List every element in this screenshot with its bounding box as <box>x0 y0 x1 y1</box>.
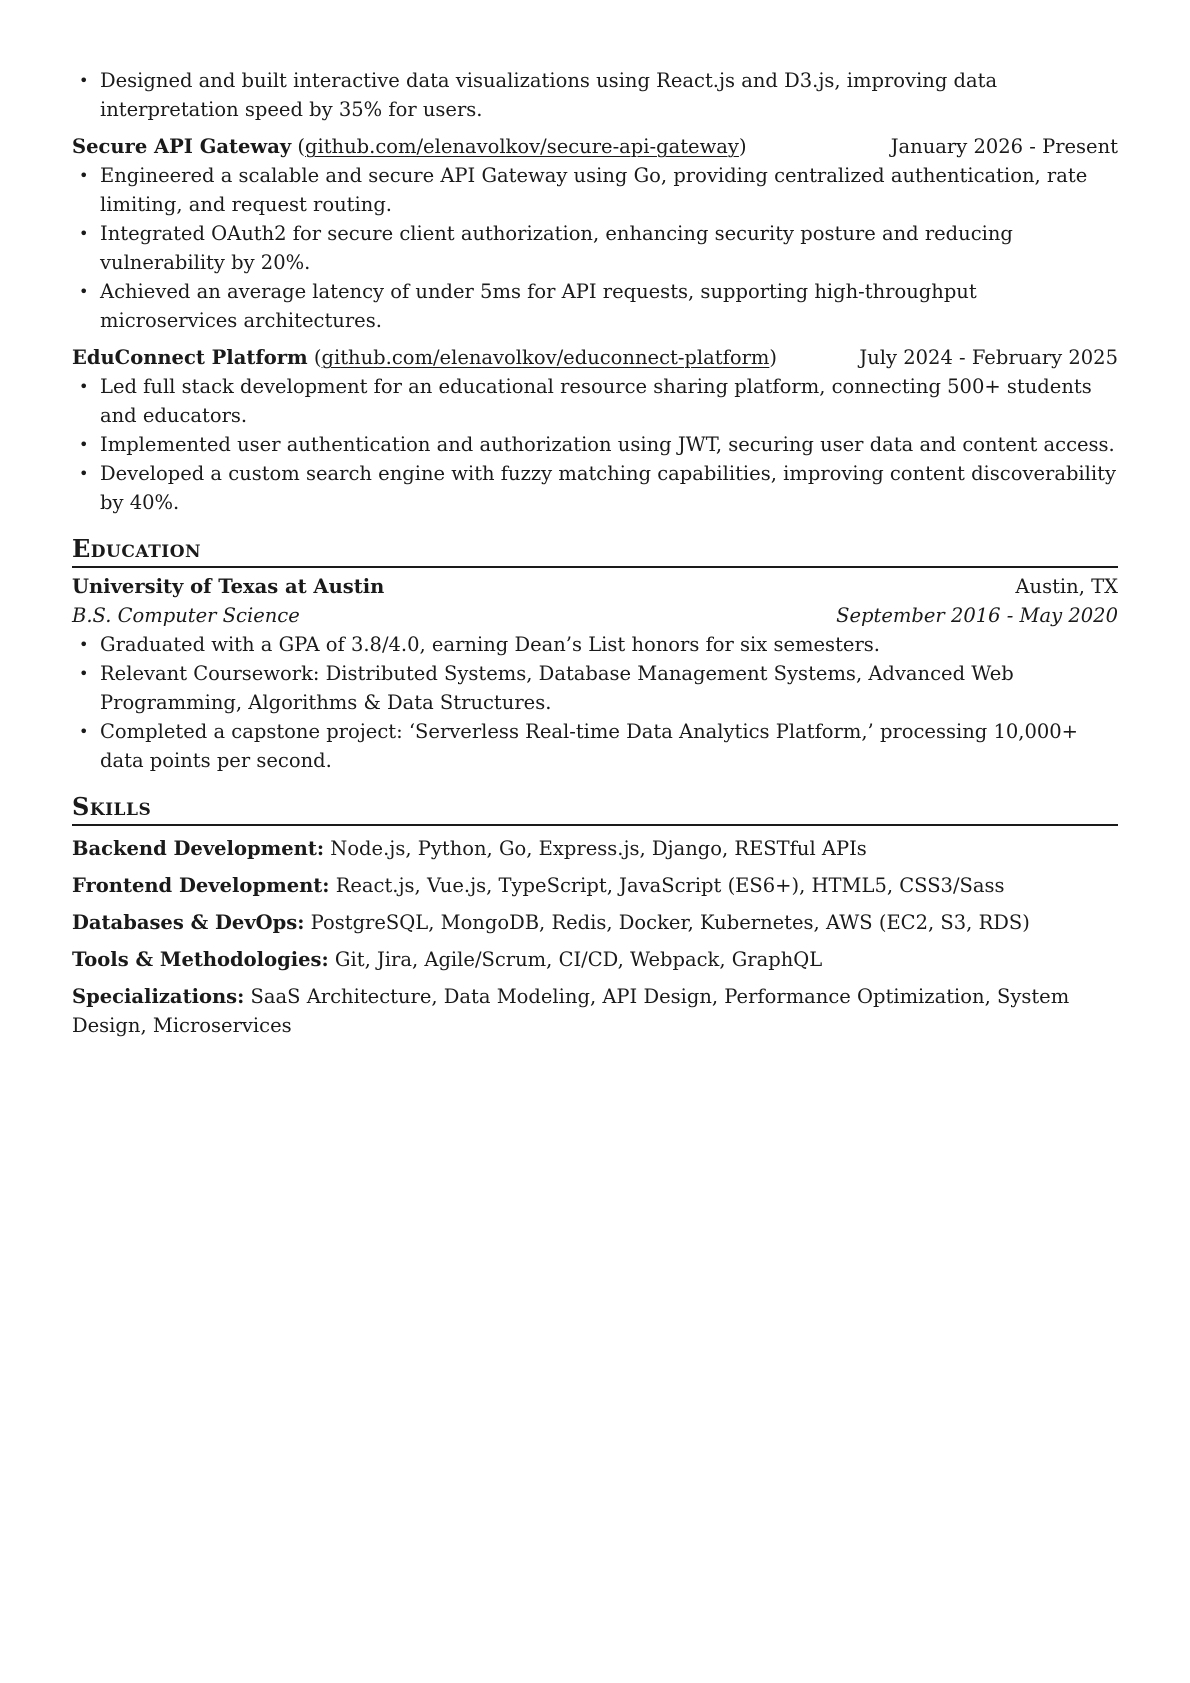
project-name: Secure API Gateway <box>72 135 292 158</box>
skill-row <box>72 908 1118 937</box>
project-link[interactable]: github.com/elenavolkov/educonnect-platform <box>321 346 770 369</box>
skill-label: Tools & Methodologies: <box>72 948 329 971</box>
skill-row <box>72 982 1118 1040</box>
school-name: University of Texas at Austin <box>72 575 385 598</box>
skill-row <box>72 834 1118 863</box>
project-dates: July 2024 - February 2025 <box>859 346 1118 369</box>
bullet-item: • Relevant Coursework: Distributed Systems, Database Management Systems, Advanced Web Programming, Algorithms & Data Structures. <box>72 659 1118 717</box>
bullet-item: • Engineered a scalable and secure API Gateway using Go, providing centralized authentication, rate limiting, and request routing. <box>72 161 1118 219</box>
skill-row <box>72 945 1118 974</box>
skill-label: Backend Development: <box>72 837 325 860</box>
section-title-skills: Skills <box>72 791 1118 826</box>
school-location: Austin, TX <box>1015 575 1118 598</box>
skill-value: Node.js, Python, Go, Express.js, Django, RESTful APIs <box>330 837 867 860</box>
school-row <box>72 572 1118 601</box>
bullet-item: • Designed and built interactive data visualizations using React.js and D3.js, improving data interpretation speed by 35% for users. <box>72 66 1118 124</box>
skill-value: SaaS Architecture, Data Modeling, API Design, Performance Optimization, System Design, Microservices <box>72 985 1070 1037</box>
project-title-group: Secure API Gateway (github.com/elenavolkov/secure-api-gateway) <box>72 135 747 158</box>
skill-label: Specializations: <box>72 985 245 1008</box>
project-dates: January 2026 - Present <box>890 135 1118 158</box>
project-link[interactable]: github.com/elenavolkov/secure-api-gateway <box>304 135 739 158</box>
project-header <box>72 343 1118 372</box>
bullet-item: • Implemented user authentication and authorization using JWT, securing user data and content access. <box>72 430 1118 459</box>
previous-project-bullets <box>72 66 1118 124</box>
education-dates: September 2016 - May 2020 <box>836 604 1118 627</box>
section-title-education: Education <box>72 533 1118 568</box>
degree-row <box>72 601 1118 630</box>
skill-value: Git, Jira, Agile/Scrum, CI/CD, Webpack, GraphQL <box>334 948 823 971</box>
bullet-item: • Graduated with a GPA of 3.8/4.0, earning Dean’s List honors for six semesters. <box>72 630 1118 659</box>
bullet-item: • Led full stack development for an educational resource sharing platform, connecting 500+ students and educators. <box>72 372 1118 430</box>
skill-label: Frontend Development: <box>72 874 330 897</box>
project-header <box>72 132 1118 161</box>
skill-value: React.js, Vue.js, TypeScript, JavaScript (ES6+), HTML5, CSS3/Sass <box>335 874 1005 897</box>
bullet-item: • Achieved an average latency of under 5ms for API requests, supporting high-throughput microservices architectures. <box>72 277 1118 335</box>
project-title-group: EduConnect Platform (github.com/elenavolkov/educonnect-platform) <box>72 346 777 369</box>
education-bullets <box>72 630 1118 775</box>
resume-page <box>72 66 1118 1040</box>
bullet-item: • Completed a capstone project: ‘Serverless Real-time Data Analytics Platform,’ processing 10,000+ data points per second. <box>72 717 1118 775</box>
bullet-item: • Developed a custom search engine with fuzzy matching capabilities, improving content discoverability by 40%. <box>72 459 1118 517</box>
bullet-item: • Integrated OAuth2 for secure client authorization, enhancing security posture and reducing vulnerability by 20%. <box>72 219 1118 277</box>
project-bullets <box>72 372 1118 517</box>
project-name: EduConnect Platform <box>72 346 308 369</box>
degree: B.S. Computer Science <box>72 604 300 627</box>
skill-value: PostgreSQL, MongoDB, Redis, Docker, Kubernetes, AWS (EC2, S3, RDS) <box>310 911 1030 934</box>
project-bullets <box>72 161 1118 335</box>
skill-label: Databases & DevOps: <box>72 911 305 934</box>
skill-row <box>72 871 1118 900</box>
